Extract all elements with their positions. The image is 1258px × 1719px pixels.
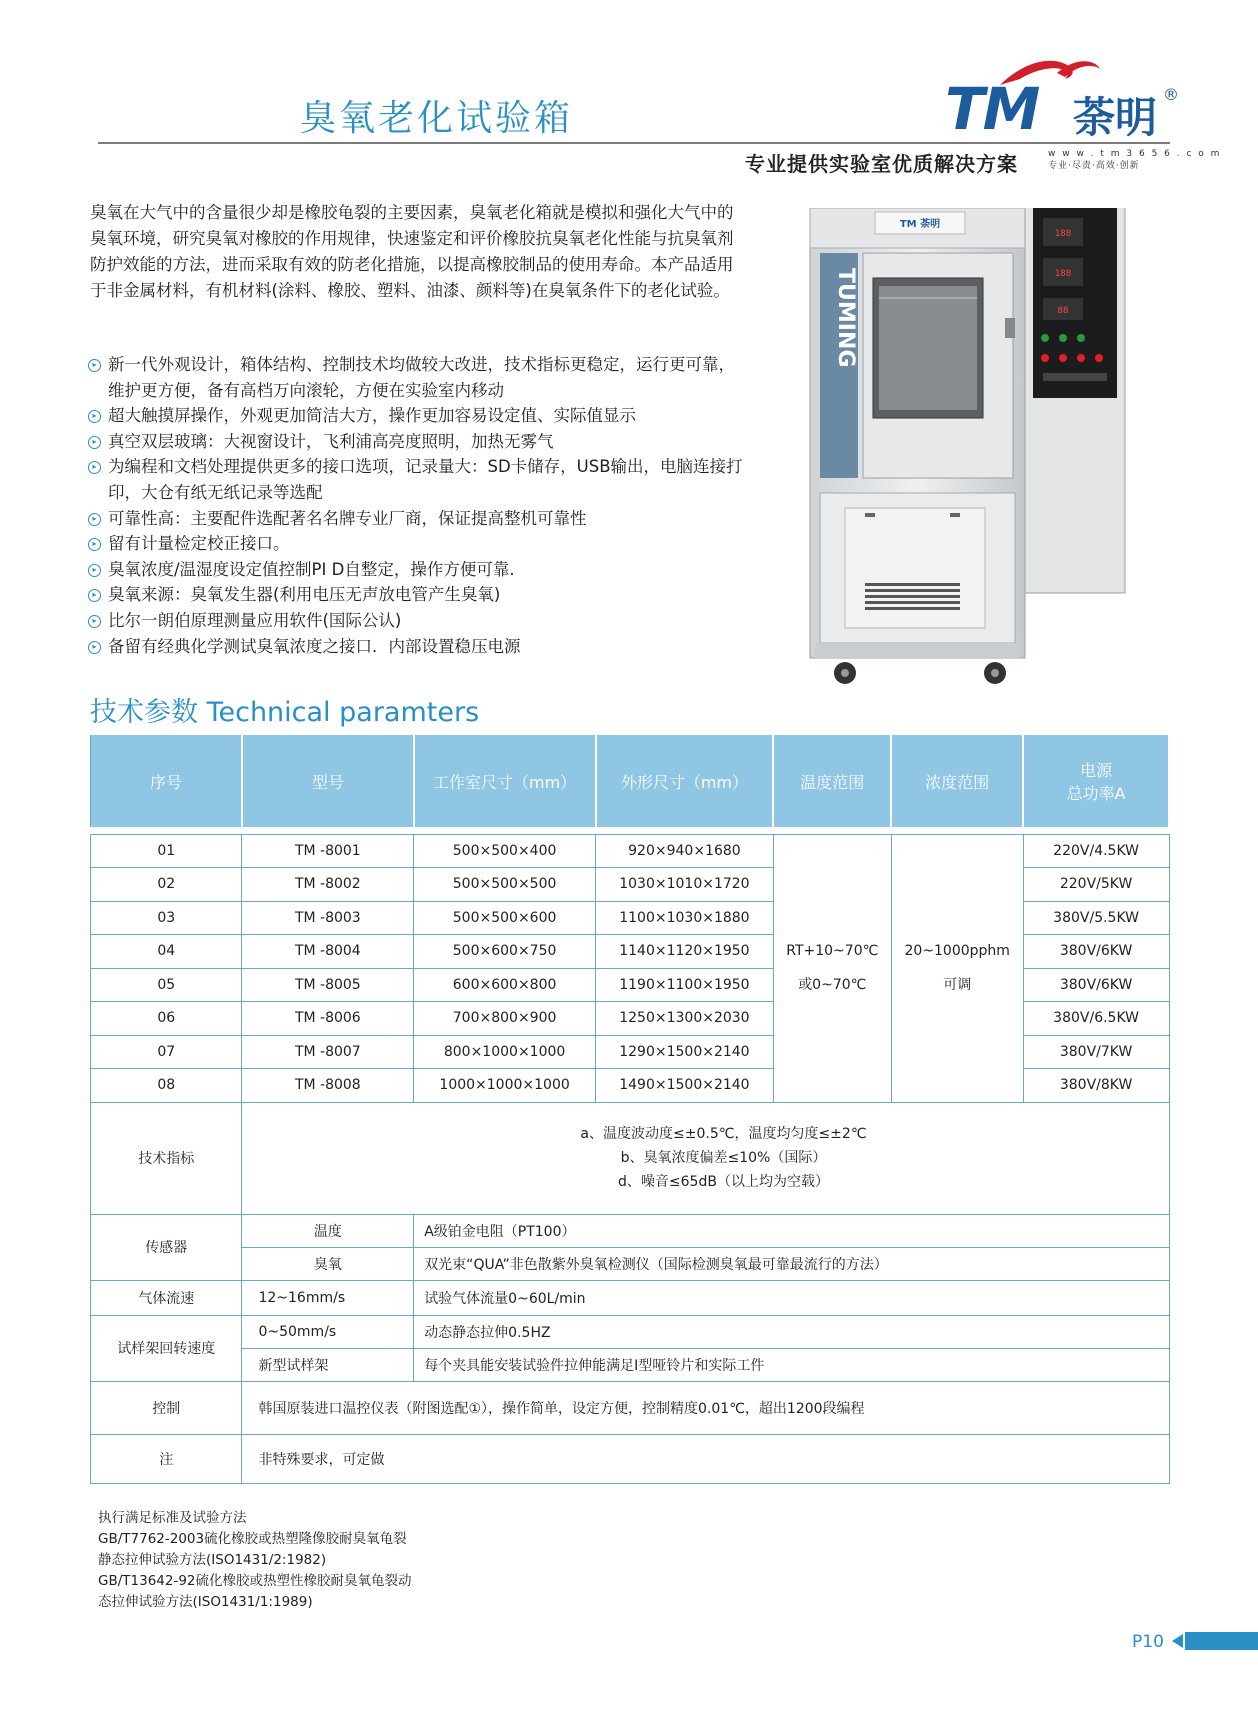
sensor-row: 传感器 温度 A级铂金电阻（PT100） (91, 1214, 1170, 1247)
arrow-bullet-icon: ▸ (88, 615, 101, 628)
page-arrow-icon (1172, 1634, 1183, 1648)
brand-logo (945, 55, 1185, 145)
arrow-bullet-icon: ▸ (88, 641, 101, 654)
arrow-bullet-icon: ▸ (88, 564, 101, 577)
side-label: TUMING (833, 268, 858, 368)
conc-range-cell: 20~1000pphm 可调 (891, 834, 1023, 1102)
col-header: 温度范围 (773, 734, 891, 828)
rack-row: 试样架回转速度 0~50mm/s 动态静态拉伸0.5HZ (91, 1315, 1170, 1348)
website-block (1048, 148, 1221, 172)
page-number: P10 (1132, 1632, 1164, 1652)
list-item: ▸ 可靠性高：主要配件选配著名名牌专业厂商，保证提高整机可靠性 (88, 506, 748, 532)
arrow-bullet-icon: ▸ (88, 461, 101, 474)
table-header-row (91, 734, 1170, 828)
sensor-row: 臭氧 双光束“QUA”非色散紫外臭氧检测仪（国际检测臭氧最可靠最流行的方法） (91, 1247, 1170, 1280)
section-heading: 技术参数 Technical paramters (90, 697, 480, 728)
table-row: 02 TM -8002 500×500×500 1030×1010×1720 220V/5KW (91, 868, 1170, 902)
table-row: 01 TM -8001 500×500×400 920×940×1680 RT+10~70℃ 或0~70℃ 20~1000pphm 可调 220V/4.5KW (91, 834, 1170, 868)
table-row: 03 TM -8003 500×500×600 1100×1030×1880 380V/5.5KW (91, 901, 1170, 935)
col-header: 电源 总功率A (1023, 734, 1169, 828)
feature-list (88, 352, 748, 659)
col-header: 工作室尺寸（mm） (414, 734, 596, 828)
list-item: ▸ 备留有经典化学测试臭氧浓度之接口．内部设置稳压电源 (88, 634, 748, 660)
arrow-bullet-icon: ▸ (88, 436, 101, 449)
standards-block: 执行满足标准及试验方法 GB/T7762-2003硫化橡胶或热塑隆像胶耐臭氧龟裂 静态拉伸试验方法(ISO1431/2:1982) GB/T13642-92硫化橡胶或热塑性橡胶耐臭氧龟裂动 态拉伸试验方法(ISO1431/1:1989) (98, 1510, 412, 1610)
list-item: ▸ 臭氧来源：臭氧发生器(利用电压无声放电管产生臭氧) (88, 582, 748, 608)
rack-row: 新型试样架 每个夹具能安装试验件拉伸能满足I型哑铃片和实际工件 (91, 1348, 1170, 1381)
plate-brand: TM 荼明 (899, 219, 941, 230)
logo-registered-mark: ® (1163, 85, 1179, 104)
brand-motto: 专业·尽责·高效·创新 (1048, 161, 1140, 171)
table-row: 07 TM -8007 800×1000×1000 1290×1500×2140 380V/7KW (91, 1035, 1170, 1069)
list-item: ▸ 新一代外观设计，箱体结构、控制技术均做较大改进，技术指标更稳定，运行更可靠，维护更方便，备有高档万向滚轮，方便在实验室内移动 (88, 352, 748, 403)
col-header: 浓度范围 (891, 734, 1023, 828)
page-tab-bar (1185, 1632, 1258, 1650)
arrow-bullet-icon: ▸ (88, 589, 101, 602)
list-item: ▸ 臭氧浓度/温湿度设定值控制PI D自整定，操作方便可靠. (88, 557, 748, 583)
arrow-bullet-icon: ▸ (88, 538, 101, 551)
logo-brand-name: 荼明 (1073, 93, 1158, 142)
svg-text:88: 88 (1057, 306, 1069, 316)
list-item: ▸ 超大触摸屏操作，外观更加简洁大方，操作更加容易设定值、实际值显示 (88, 403, 748, 429)
tech-spec-row: 技术指标 a、温度波动度≤±0.5℃，温度均匀度≤±2℃ b、臭氧浓度偏差≤10%（国际） d、噪音≤65dB（以上均为空载） (91, 1102, 1170, 1214)
logo-letters: TM (945, 75, 1039, 143)
slogan: 专业提供实验室优质解决方案 (745, 152, 1018, 176)
col-header: 序号 (91, 734, 242, 828)
list-item: ▸ 真空双层玻璃：大视窗设计，飞利浦高亮度照明，加热无雾气 (88, 429, 748, 455)
product-photo (805, 208, 1135, 686)
arrow-bullet-icon: ▸ (88, 513, 101, 526)
spec-table (90, 733, 1170, 1484)
col-header: 型号 (242, 734, 414, 828)
note-row: 注 非特殊要求，可定做 (91, 1434, 1170, 1483)
arrow-bullet-icon: ▸ (88, 359, 101, 372)
page-title: 臭氧老化试验箱 (300, 98, 574, 139)
arrow-bullet-icon: ▸ (88, 410, 101, 423)
svg-text:188: 188 (1054, 269, 1072, 279)
list-item: ▸ 比尔一朗伯原理测量应用软件(国际公认) (88, 608, 748, 634)
table-row: 06 TM -8006 700×800×900 1250×1300×2030 380V/6.5KW (91, 1002, 1170, 1036)
intro-paragraph: 臭氧在大气中的含量很少却是橡胶龟裂的主要因素，臭氧老化箱就是模拟和强化大气中的臭氧环境，研究臭氧对橡胶的作用规律，快速鉴定和评价橡胶抗臭氧老化性能与抗臭氧剂防护效能的方法，进而采取有效的防老化措施，以提高橡胶制品的使用寿命。本产品适用于非金属材料，有机材料(涂料、橡胶、塑料、油漆、颜料等)在臭氧条件下的老化试验。 (90, 203, 734, 300)
col-header: 外形尺寸（mm） (596, 734, 774, 828)
table-row: 08 TM -8008 1000×1000×1000 1490×1500×2140 380V/8KW (91, 1069, 1170, 1103)
website-url: w w w . t m 3 6 5 6 . c o m (1048, 149, 1222, 159)
temp-range-cell: RT+10~70℃ 或0~70℃ (773, 834, 891, 1102)
list-item: ▸ 为编程和文档处理提供更多的接口选项，记录量大：SD卡储存，USB输出，电脑连接打印，大仓有纸无纸记录等选配 (88, 454, 748, 505)
control-row: 控制 韩国原装进口温控仪表（附图选配①），操作简单，设定方便，控制精度0.01℃，超出1200段编程 (91, 1381, 1170, 1434)
svg-text:188: 188 (1054, 229, 1072, 239)
table-row: 05 TM -8005 600×600×800 1190×1100×1950 380V/6KW (91, 968, 1170, 1002)
list-item: ▸ 留有计量检定校正接口。 (88, 531, 748, 557)
gas-flow-row: 气体流速 12~16mm/s 试验气体流量0~60L/min (91, 1280, 1170, 1315)
table-row: 04 TM -8004 500×600×750 1140×1120×1950 380V/6KW (91, 935, 1170, 969)
